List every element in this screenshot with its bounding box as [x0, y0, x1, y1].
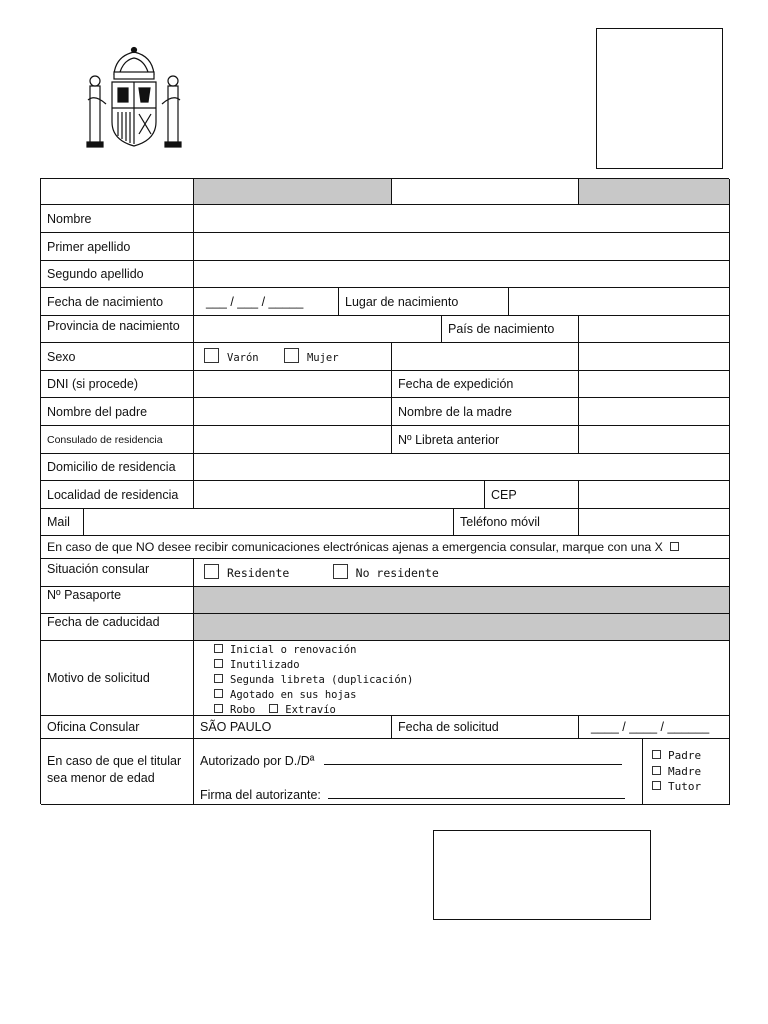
fecha-expedicion-label: Fecha de expedición: [398, 377, 514, 391]
header-cell-2: [194, 179, 392, 205]
residente-checkbox[interactable]: [204, 564, 219, 579]
segunda-checkbox[interactable]: [214, 674, 223, 683]
madre-checkbox[interactable]: [652, 766, 661, 775]
consulado-label-cell: [41, 426, 194, 454]
pais-nacimiento-label-cell: [442, 316, 579, 343]
primer-apellido-field[interactable]: [194, 233, 730, 261]
fecha-solicitud-label: Fecha de solicitud: [398, 720, 499, 734]
sexo-label-cell: [41, 343, 194, 371]
header-cell-1: [41, 179, 194, 205]
motivo-options: [194, 641, 730, 716]
localidad-label: Localidad de residencia: [47, 487, 179, 502]
domicilio-field[interactable]: [194, 454, 730, 481]
menor-label: En caso de que el titular sea menor de edad: [47, 754, 182, 785]
consulado-label: Consulado de residencia: [47, 433, 163, 446]
fecha-solicitud-blank: ____ / ____ / ______: [591, 720, 710, 734]
no-residente-label: No residente: [355, 566, 439, 580]
caducidad-label: Fecha de caducidad: [47, 615, 160, 629]
sexo-extra-cell-1: [392, 343, 579, 371]
inutilizado-label: Inutilizado: [230, 659, 300, 671]
provincia-nacimiento-label-cell: [41, 316, 194, 343]
nombre-label-cell: [41, 205, 194, 233]
nombre-padre-label-cell: [41, 398, 194, 426]
libreta-anterior-field[interactable]: [579, 426, 730, 454]
header-cell-4: [579, 179, 730, 205]
localidad-field[interactable]: [194, 481, 485, 509]
segunda-label: Segunda libreta (duplicación): [230, 674, 414, 686]
autorizado-line[interactable]: [324, 764, 622, 765]
lugar-nacimiento-label-cell: [339, 288, 509, 316]
caducidad-field: [194, 614, 730, 641]
lugar-nacimiento-field[interactable]: [509, 288, 730, 316]
agotado-label: Agotado en sus hojas: [230, 689, 357, 701]
fecha-solicitud-field[interactable]: [579, 716, 730, 739]
dni-field[interactable]: [194, 371, 392, 398]
extravio-label: Extravío: [285, 704, 336, 716]
lugar-nacimiento-label: Lugar de nacimiento: [345, 294, 459, 309]
fecha-expedicion-label-cell: [392, 371, 579, 398]
motivo-label: Motivo de solicitud: [47, 671, 150, 685]
oficina-value: SÃO PAULO: [200, 720, 272, 734]
dni-label: DNI (si procede): [47, 377, 138, 391]
autorizado-label: Autorizado por D./Dª: [200, 754, 315, 768]
inutilizado-checkbox[interactable]: [214, 659, 223, 668]
situacion-label: Situación consular: [47, 562, 150, 576]
fecha-nacimiento-label: Fecha de nacimiento: [47, 294, 164, 309]
provincia-nacimiento-field[interactable]: [194, 316, 442, 343]
pais-nacimiento-label: País de nacimiento: [448, 322, 555, 336]
situacion-label-cell: [41, 559, 194, 587]
sexo-options: [194, 343, 392, 371]
nombre-field[interactable]: [194, 205, 730, 233]
padre-label: Padre: [668, 749, 702, 762]
fecha-nacimiento-blank: ___ / ___ / _____: [206, 294, 304, 309]
oficina-label: Oficina Consular: [47, 720, 140, 734]
cep-field[interactable]: [579, 481, 730, 509]
nombre-madre-label: Nombre de la madre: [398, 404, 512, 419]
tutor-checkbox[interactable]: [652, 781, 661, 790]
oficina-value-cell: [194, 716, 392, 739]
mail-field[interactable]: [84, 509, 454, 536]
no-residente-checkbox[interactable]: [333, 564, 348, 579]
segundo-apellido-field[interactable]: [194, 261, 730, 288]
sexo-extra-cell-2: [579, 343, 730, 371]
varon-checkbox[interactable]: [204, 348, 219, 363]
coat-of-arms-emblem: [84, 44, 184, 154]
telefono-label: Teléfono móvil: [460, 515, 540, 529]
libreta-anterior-label-cell: [392, 426, 579, 454]
menor-label-cell: [41, 739, 194, 805]
inicial-checkbox[interactable]: [214, 644, 223, 653]
extravio-checkbox[interactable]: [269, 704, 278, 713]
pasaporte-field: [194, 587, 730, 614]
localidad-label-cell: [41, 481, 194, 509]
robo-checkbox[interactable]: [214, 704, 223, 713]
fecha-nacimiento-label-cell: [41, 288, 194, 316]
nombre-madre-field[interactable]: [579, 398, 730, 426]
segundo-apellido-label-cell: [41, 261, 194, 288]
robo-label: Robo: [230, 704, 256, 716]
header-cell-3: [392, 179, 579, 205]
relacion-cell: [643, 739, 730, 805]
nombre-padre-field[interactable]: [194, 398, 392, 426]
libreta-anterior-label: Nº Libreta anterior: [398, 432, 500, 447]
pasaporte-label-cell: [41, 587, 194, 614]
sexo-label: Sexo: [47, 349, 76, 364]
domicilio-label: Domicilio de residencia: [47, 460, 176, 474]
tutor-label: Tutor: [668, 780, 702, 793]
firma-label: Firma del autorizante:: [200, 788, 321, 802]
mujer-label: Mujer: [306, 352, 339, 364]
mail-label: Mail: [47, 515, 70, 529]
nombre-padre-label: Nombre del padre: [47, 404, 148, 419]
motivo-label-cell: [41, 641, 194, 716]
photo-box: [596, 28, 723, 169]
firma-line[interactable]: [328, 798, 625, 799]
pais-nacimiento-field[interactable]: [579, 316, 730, 343]
caducidad-label-cell: [41, 614, 194, 641]
primer-apellido-label: Primer apellido: [47, 239, 131, 254]
autorizacion-cell: [194, 739, 643, 805]
application-form-table: [40, 178, 729, 804]
mail-label-cell: [41, 509, 84, 536]
comunicaciones-checkbox[interactable]: [670, 542, 679, 551]
comunicaciones-label: En caso de que NO desee recibir comunicaciones electrónicas ajenas a emergencia consular, marque con una X: [47, 540, 663, 554]
fecha-expedicion-field[interactable]: [579, 371, 730, 398]
consulado-field[interactable]: [194, 426, 392, 454]
comunicaciones-row: [41, 536, 730, 559]
domicilio-label-cell: [41, 454, 194, 481]
cep-label: CEP: [491, 487, 517, 502]
stamp-box: [433, 830, 651, 920]
nombre-label: Nombre: [47, 211, 92, 226]
telefono-field[interactable]: [579, 509, 730, 536]
varon-label: Varón: [227, 352, 259, 364]
pasaporte-label: Nº Pasaporte: [47, 588, 122, 602]
oficina-label-cell: [41, 716, 194, 739]
agotado-checkbox[interactable]: [214, 689, 223, 698]
fecha-solicitud-label-cell: [392, 716, 579, 739]
provincia-nacimiento-label: Provincia de nacimiento: [47, 319, 180, 333]
inicial-label: Inicial o renovación: [230, 644, 357, 656]
situacion-options: [194, 559, 730, 587]
primer-apellido-label-cell: [41, 233, 194, 261]
cep-label-cell: [485, 481, 579, 509]
madre-label: Madre: [668, 764, 702, 778]
segundo-apellido-label: Segundo apellido: [47, 267, 144, 281]
dni-label-cell: [41, 371, 194, 398]
residente-label: Residente: [227, 566, 290, 580]
mujer-checkbox[interactable]: [284, 348, 299, 363]
padre-checkbox[interactable]: [652, 750, 661, 759]
telefono-label-cell: [454, 509, 579, 536]
fecha-nacimiento-field[interactable]: [194, 288, 339, 316]
nombre-madre-label-cell: [392, 398, 579, 426]
